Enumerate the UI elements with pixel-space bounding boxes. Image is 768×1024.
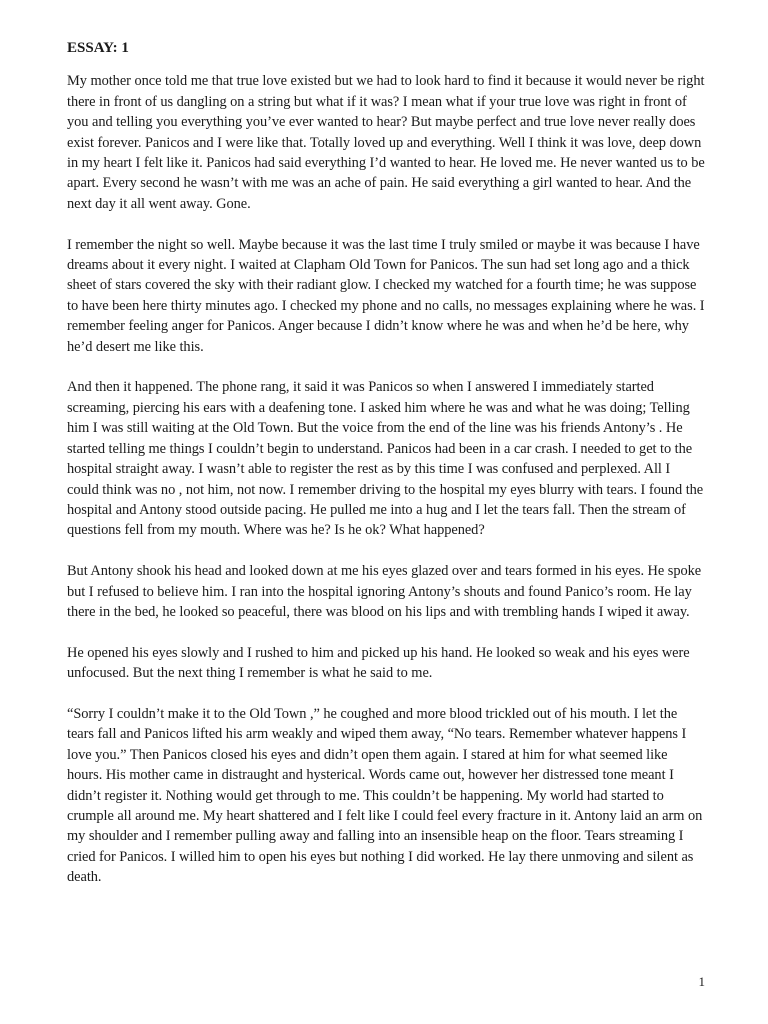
paragraph-2: I remember the night so well. Maybe because it was the last time I truly smiled or maybe it was because I have dreams about it every night. I waited at Clapham Old Town for Panicos. The sun had set long ago and a thick sheet of stars covered the sky with their radiant glow. I checked my watched for a fourth time; he was suppose to have been here thirty minutes ago. I checked my phone and no calls, no messages explaining where he was. I remember feeling anger for Panicos. Anger because I didn’t know where he was and when he’d be here, why he’d desert me like this. [67, 236, 705, 355]
essay-title: ESSAY: 1 [67, 40, 129, 56]
paragraph-5: He opened his eyes slowly and I rushed to him and picked up his hand. He looked so weak and his eyes were unfocused. But the next thing I remember is what he said to me. [67, 644, 690, 682]
paragraph-4: But Antony shook his head and looked down at me his eyes glazed over and tears formed in his eyes. He spoke but I refused to believe him. I ran into the hospital ignoring Antony’s shouts and found Panico’s room. He lay there in the bed, he looked so peaceful, there was blood on his lips and with trembling hands I wiped it away. [67, 563, 702, 620]
paragraph-1: My mother once told me that true love existed but we had to look hard to find it because it would never be right there in front of us dangling on a string but what if it was? I mean what if your true love was right in front of you and telling you everything you’ve ever wanted to hear? But maybe perfect and true love never really does exist forever. Panicos and I were like that. Totally loved up and everything. Well I think it was love, deep down in my heart I felt like it. Panicos had said everything I’d wanted to hear. He loved me. He never wanted us to be apart. Every second he wasn’t with me was an ache of pain. He said everything a girl wanted to hear. And the next day it all went away. Gone. [67, 73, 705, 212]
paragraph-3: And then it happened. The phone rang, it said it was Panicos so when I answered I immediately started screaming, piercing his ears with a deafening tone. I asked him where he was and what he was doing; Telling him I was still waiting at the Old Town. But the voice from the end of the line was his friends Antony’s . He started telling me things I couldn’t begin to understand. Panicos had been in a car crash. I needed to get to the hospital straight away. I wasn’t able to register the rest as by this time I was confused and perplexed. All I could think was no , not him, not now. I remember driving to the hospital my eyes blurry with tears. I found the hospital and Antony stood outside pacing. He pulled me into a hug and I let the tears fall. Then the stream of questions fell from my mouth. Where was he? Is he ok? What happened? [67, 379, 704, 539]
page-number: 1 [698, 974, 705, 989]
paragraph-6: “Sorry I couldn’t make it to the Old Town ,” he coughed and more blood trickled out of his mouth. I let the tears fall and Panicos lifted his arm weakly and wiped them away, “No tears. Remember whatever happens I love you.” Then Panicos closed his eyes and didn’t open them again. I stared at him for what seemed like hours. His mother came in distraught and hysterical. Words came out, however her distressed tone meant I didn’t register it. Nothing would get through to me. This couldn’t be happening. My world had started to crumple all around me. My heart shattered and I felt like I could feel every fracture in it. Antony laid an arm on my shoulder and I remember pulling away and falling into an insensible heap on the floor. Tears streaming I cried for Panicos. I willed him to open his eyes but nothing I did worked. He lay there unmoving and silent as death. [67, 705, 703, 886]
